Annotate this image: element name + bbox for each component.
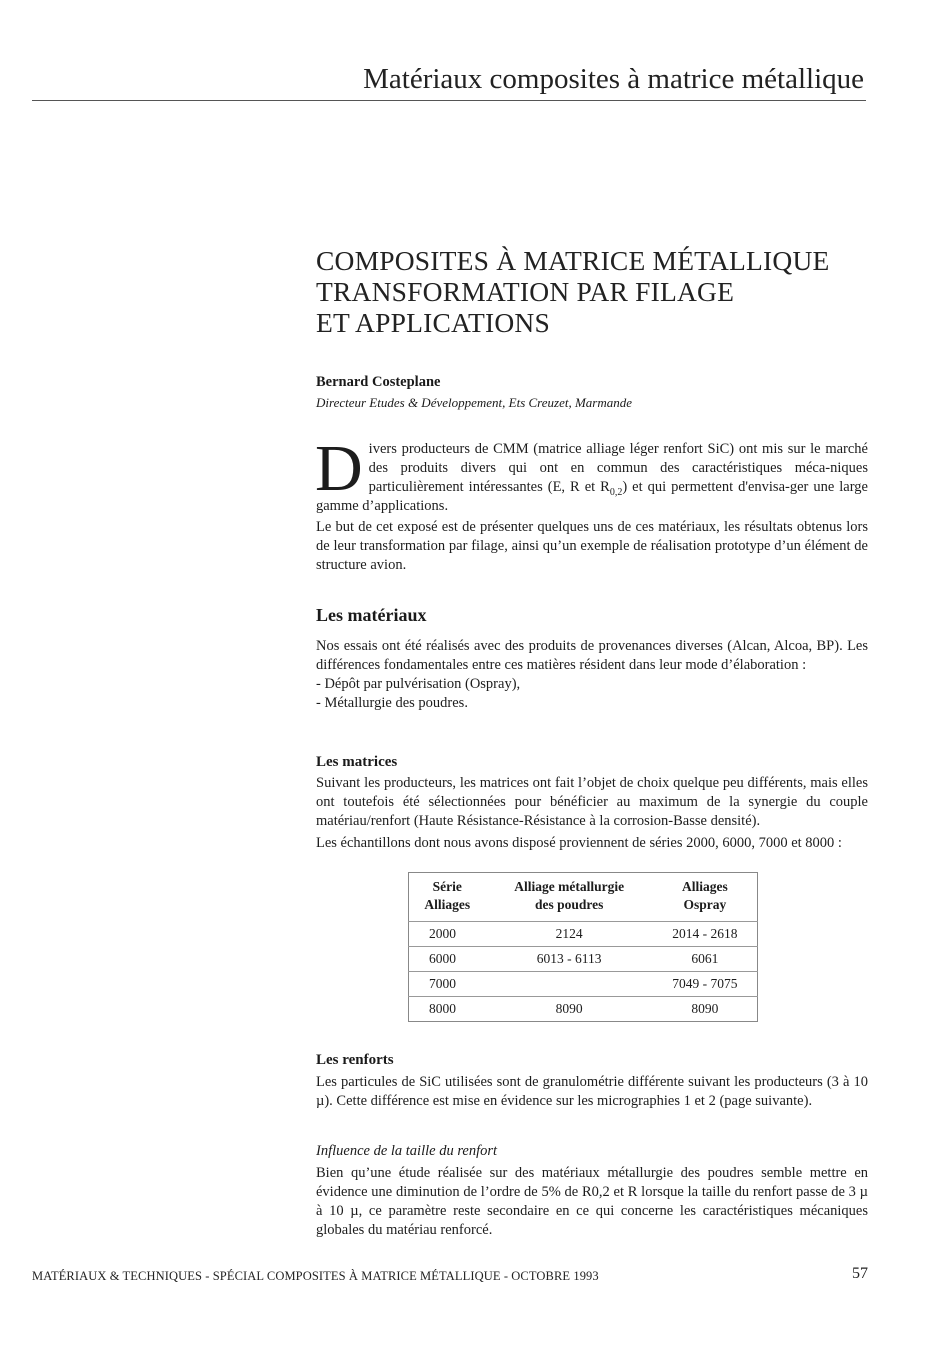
- table-header: Alliages Ospray: [682, 879, 728, 912]
- title-line: COMPOSITES À MATRICE MÉTALLIQUE: [316, 245, 830, 276]
- table-cell: 8000: [409, 997, 486, 1022]
- table-cell: 6000: [409, 947, 486, 972]
- table-header: Série Alliages: [424, 879, 471, 912]
- table-row: [409, 997, 758, 1022]
- intro-text-a: ivers producteurs de CMM (matrice alliage léger renfort SiC) ont mis sur le marché des produits divers qui ont en commun des caractéristiques méca-niques particulièrement intéressantes (E, R et R: [368, 441, 868, 495]
- table-cell: 2000: [409, 922, 486, 947]
- table-cell: 7000: [409, 972, 486, 997]
- table-cell: 8090: [486, 997, 653, 1022]
- title-line: TRANSFORMATION PAR FILAGE: [316, 276, 735, 307]
- section-heading-materiaux: Les matériaux: [316, 605, 427, 625]
- table-row: [409, 922, 758, 947]
- paragraph: Bien qu’une étude réalisée sur des matériaux métallurgie des poudres semble mettre en évidence une diminution de l’ordre de 5% de R0,2 et R lorsque la taille du renfort passe de 3 µ à 10 µ, ce paramètre reste secondaire en ce qui concerne les caractéristiques mécaniques globales du matériau renforcé.: [316, 1165, 868, 1238]
- title-line: ET APPLICATIONS: [316, 307, 550, 338]
- table-cell: 2124: [486, 922, 653, 947]
- table-header: Alliage métallurgie des poudres: [514, 879, 625, 912]
- article-title: [316, 245, 868, 338]
- section-materiaux-body: [316, 637, 868, 713]
- subsection-heading-matrices: Les matrices: [316, 754, 398, 770]
- table-cell: 2014 - 2618: [653, 922, 758, 947]
- intro-text-b: ) et qui permettent d'envisa-ger une large gamme d’applications.: [316, 479, 868, 514]
- journal-footer: MATÉRIAUX & TECHNIQUES - SPÉCIAL COMPOSITES À MATRICE MÉTALLIQUE - OCTOBRE 1993: [32, 1269, 599, 1283]
- paragraph: Suivant les producteurs, les matrices ont fait l’objet de choix quelque peu différents, mais elles ont toutefois été sélectionnées pour bénéficier au maximum de la synergie du couple matériau/renfort (Haute Résistance-Résistance à la corrosion-Basse densité).: [316, 775, 868, 829]
- list-item: - Métallurgie des poudres.: [316, 695, 468, 711]
- alloy-series-table: [408, 872, 758, 1022]
- list-item: - Dépôt par pulvérisation (Ospray),: [316, 676, 521, 692]
- matrices-body: [316, 774, 868, 853]
- header-rule: [32, 100, 866, 101]
- table-cell: 6061: [653, 947, 758, 972]
- paragraph: Les échantillons dont nous avons disposé proviennent de séries 2000, 6000, 7000 et 8000 :: [316, 835, 842, 851]
- author-affiliation: Directeur Etudes & Développement, Ets Creuzet, Marmande: [316, 395, 633, 410]
- page-number: 57: [852, 1265, 868, 1282]
- paragraph: Les particules de SiC utilisées sont de granulométrie différente suivant les producteurs (3 à 10 µ). Cette différence est mise en évidence sur les micrographies 1 et 2 (page suivante).: [316, 1074, 868, 1109]
- influence-body: [316, 1164, 868, 1240]
- table-cell: 8090: [653, 997, 758, 1022]
- table-cell: 6013 - 6113: [486, 947, 653, 972]
- running-head: Matériaux composites à matrice métallique: [363, 63, 864, 95]
- introduction: [315, 432, 868, 575]
- paragraph: Nos essais ont été réalisés avec des produits de provenances diverses (Alcan, Alcoa, BP). Les différences fondamentales entre ces matières résident dans leur mode d’élaboration :: [316, 638, 868, 673]
- subsection-heading-influence: Influence de la taille du renfort: [316, 1143, 498, 1159]
- intro-subscript: 0,2: [609, 486, 623, 498]
- table-row: [409, 947, 758, 972]
- drop-cap: D: [315, 432, 363, 505]
- subsection-heading-renforts: Les renforts: [316, 1052, 394, 1068]
- intro-paragraph: [315, 432, 868, 516]
- author-name: Bernard Costeplane: [316, 374, 441, 390]
- table-header-row: [409, 873, 758, 922]
- table-cell: 7049 - 7075: [653, 972, 758, 997]
- renforts-body: [316, 1073, 868, 1111]
- table-cell: [486, 972, 653, 997]
- intro-paragraph-2: Le but de cet exposé est de présenter quelques uns de ces matériaux, les résultats obtenus lors de leur transformation par filage, ainsi qu’un exemple de réalisation prototype d’un élément de structure avion.: [316, 519, 868, 573]
- table-row: [409, 972, 758, 997]
